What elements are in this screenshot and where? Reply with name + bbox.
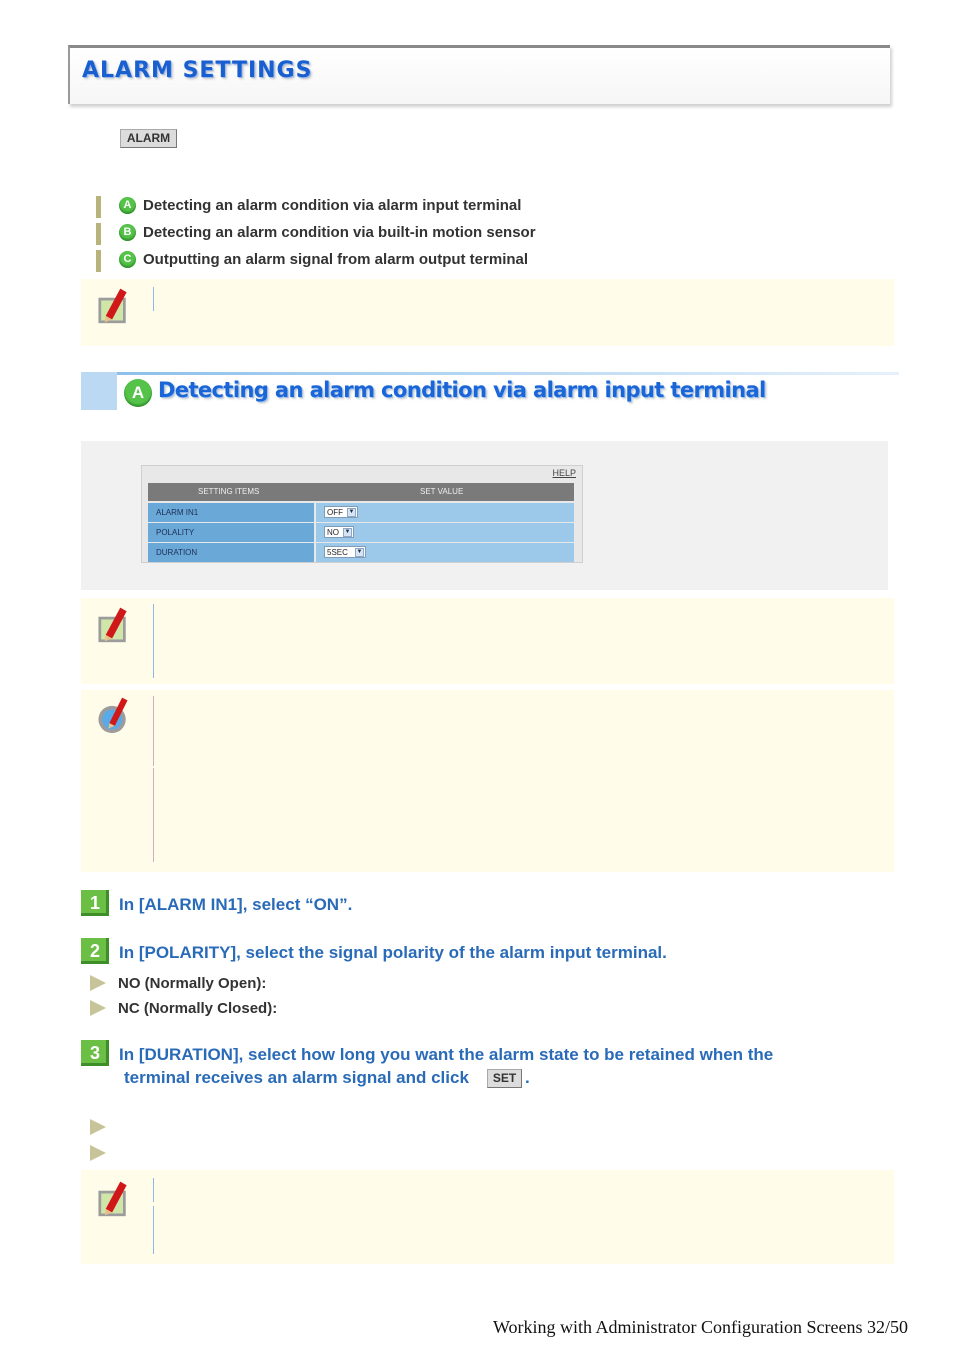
- row-label: POLALITY: [156, 528, 195, 537]
- pencil-note-icon: [95, 1178, 131, 1218]
- chevron-down-icon: ▼: [344, 529, 351, 535]
- pencil-note-icon: [95, 285, 131, 325]
- chevron-down-icon: ▼: [356, 549, 363, 555]
- link-label[interactable]: Detecting an alarm condition via built-in motion sensor: [143, 224, 536, 241]
- section-badge-a-icon: A: [124, 379, 152, 407]
- help-link[interactable]: HELP: [552, 468, 576, 478]
- col-setting-items: SETTING ITEMS: [198, 487, 260, 496]
- polarity-option-no: NO (Normally Open):: [118, 975, 267, 992]
- tip-box: [81, 690, 894, 872]
- step-1-text: In [ALARM IN1], select “ON”.: [119, 895, 353, 914]
- section-header: [81, 372, 899, 410]
- settings-table: [141, 465, 583, 563]
- badge-b-icon: B: [119, 224, 136, 241]
- badge-a-icon: A: [119, 197, 136, 214]
- step-3-number: 3: [81, 1040, 109, 1066]
- step-3-suffix: .: [525, 1068, 530, 1087]
- duration-select[interactable]: [324, 546, 366, 558]
- chevron-down-icon: ▼: [348, 509, 355, 515]
- step-2-number: 2: [81, 938, 109, 964]
- select-value: NO: [327, 528, 339, 537]
- pencil-note-icon: [95, 604, 131, 644]
- link-bar: [96, 250, 101, 272]
- note-box: [81, 279, 894, 346]
- note-divider: [153, 604, 154, 678]
- row-label: ALARM IN1: [156, 508, 199, 517]
- note-box: [81, 1170, 894, 1264]
- col-set-value: SET VALUE: [420, 487, 464, 496]
- table-header: [148, 483, 574, 501]
- note-divider: [153, 1178, 154, 1202]
- table-row: [148, 543, 574, 562]
- screenshot-panel: [81, 441, 888, 590]
- row-label: DURATION: [156, 548, 198, 557]
- link-bar: [96, 196, 101, 218]
- note-box: [81, 598, 894, 684]
- note-divider: [153, 1206, 154, 1254]
- page-title: ALARM SETTINGS: [82, 58, 313, 83]
- polarity-option-nc: NC (Normally Closed):: [118, 1000, 278, 1017]
- link-item-c[interactable]: [96, 250, 636, 272]
- triangle-bullet-icon: [90, 1119, 106, 1135]
- polality-select[interactable]: [324, 526, 354, 538]
- triangle-bullet-icon: [90, 1145, 106, 1161]
- select-value: OFF: [327, 508, 343, 517]
- table-row: [148, 503, 574, 522]
- title-banner: [68, 45, 890, 104]
- link-label[interactable]: Detecting an alarm condition via alarm input terminal: [143, 197, 522, 214]
- link-bar: [96, 223, 101, 245]
- alarm-tab-button[interactable]: ALARM: [120, 129, 177, 148]
- select-value: 5SEC: [327, 548, 348, 557]
- link-label[interactable]: Outputting an alarm signal from alarm output terminal: [143, 251, 529, 268]
- tip-divider: [153, 768, 154, 862]
- triangle-bullet-icon: [90, 975, 106, 991]
- table-row: [148, 523, 574, 542]
- alarm-in1-select[interactable]: [324, 506, 358, 518]
- step-2-text: In [POLARITY], select the signal polarity of the alarm input terminal.: [119, 943, 667, 962]
- step-3-text-line1: In [DURATION], select how long you want the alarm state to be retained when the: [119, 1045, 774, 1064]
- badge-c-icon: C: [119, 251, 136, 268]
- link-item-a[interactable]: [96, 196, 636, 218]
- note-divider: [153, 287, 154, 311]
- section-header-line: [117, 372, 899, 375]
- triangle-bullet-icon: [90, 1000, 106, 1016]
- tip-divider: [153, 696, 154, 766]
- link-item-b[interactable]: [96, 223, 636, 245]
- section-header-block: [81, 372, 117, 410]
- page-footer: Working with Administrator Configuration Screens 32/50: [492, 1317, 908, 1337]
- section-title: Detecting an alarm condition via alarm input terminal: [158, 378, 766, 402]
- step-3-text-line2: terminal receives an alarm signal and click: [124, 1068, 469, 1087]
- step-1-number: 1: [81, 890, 109, 916]
- set-button[interactable]: SET: [487, 1069, 522, 1088]
- pencil-tip-icon: [95, 694, 131, 734]
